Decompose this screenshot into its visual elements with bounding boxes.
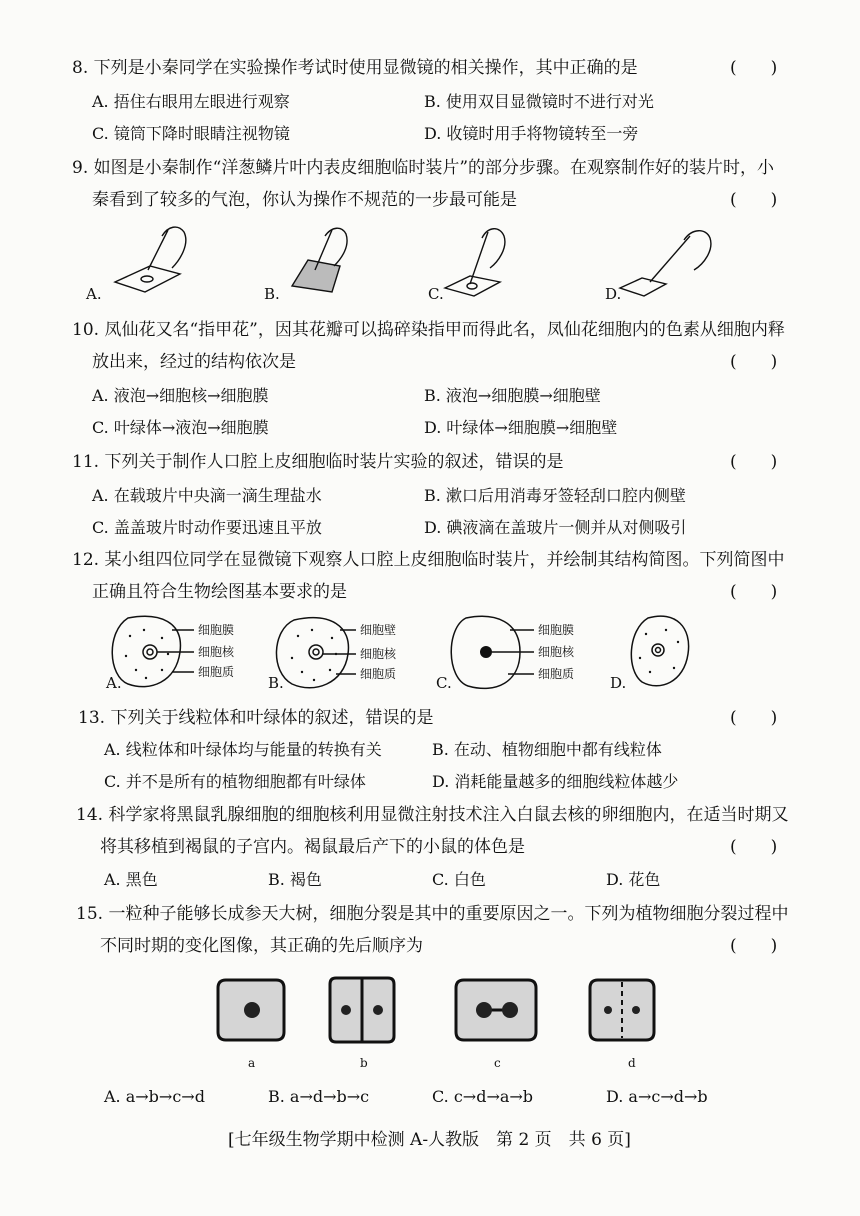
q9-label-b: B. bbox=[264, 285, 280, 303]
q15-figure-c-nucleus-left bbox=[476, 1002, 492, 1018]
q9-figure-b-onion bbox=[292, 228, 347, 292]
q13-answer-paren: ( ) bbox=[730, 708, 778, 728]
q11-option-d: D. 碘液滴在盖玻片一侧并从对侧吸引 bbox=[424, 518, 687, 537]
q12-b-label-cytoplasm: 细胞质 bbox=[360, 667, 397, 681]
q13-option-a: A. 线粒体和叶绿体均与能量的转换有关 bbox=[104, 740, 382, 759]
q11-option-c: C. 盖盖玻片时动作要迅速且平放 bbox=[92, 518, 322, 537]
q10-stem-line2: 放出来，经过的结构依次是 bbox=[92, 352, 296, 372]
q15-answer-paren: ( ) bbox=[730, 936, 778, 956]
q11-answer-paren: ( ) bbox=[730, 452, 778, 472]
q12-label-c: C. bbox=[436, 674, 452, 692]
q15-figure-c-nucleus-right bbox=[502, 1002, 518, 1018]
q9-figure-c-slide bbox=[445, 229, 505, 296]
q9-label-d: D. bbox=[605, 285, 622, 303]
q9-answer-paren: ( ) bbox=[730, 190, 778, 210]
q15-figure-d-nucleus-right bbox=[632, 1006, 640, 1014]
q14-stem-line1: 14. 科学家将黑鼠乳腺细胞的细胞核利用显微注射技术注入白鼠去核的卵细胞内，在适当时期又 bbox=[76, 805, 789, 825]
q12-c-label-cytoplasm: 细胞质 bbox=[538, 667, 575, 681]
q11-option-a: A. 在载玻片中央滴一滴生理盐水 bbox=[92, 486, 322, 505]
q14-option-d: D. 花色 bbox=[606, 870, 661, 889]
q9-stem-line1: 9. 如图是小秦制作“洋葱鳞片叶内表皮细胞临时装片”的部分步骤。在观察制作好的装片时，小 bbox=[72, 158, 775, 178]
q10-answer-paren: ( ) bbox=[730, 352, 778, 372]
q12-label-a: A. bbox=[106, 674, 122, 692]
q8-option-c: C. 镜筒下降时眼睛注视物镜 bbox=[92, 124, 290, 143]
q15-stem-line1: 15. 一粒种子能够长成参天大树，细胞分裂是其中的重要原因之一。下列为植物细胞分裂过程中 bbox=[76, 904, 789, 924]
q12-drawing-c bbox=[451, 616, 534, 688]
q14-stem-line2: 将其移植到褐鼠的子宫内。褐鼠最后产下的小鼠的体色是 bbox=[100, 837, 525, 857]
q13-option-d: D. 消耗能量越多的细胞线粒体越少 bbox=[432, 772, 679, 791]
q9-label-a: A. bbox=[86, 285, 102, 303]
q15-option-d: D. a→c→d→b bbox=[606, 1087, 708, 1106]
q15-figure-c bbox=[456, 980, 536, 1040]
q13-stem: 13. 下列关于线粒体和叶绿体的叙述，错误的是 bbox=[78, 708, 434, 728]
q12-drawing-b bbox=[276, 618, 356, 688]
q8-stem: 8. 下列是小秦同学在实验操作考试时使用显微镜的相关操作，其中正确的是 bbox=[72, 58, 638, 78]
q12-drawing-d bbox=[631, 616, 688, 686]
q14-answer-paren: ( ) bbox=[730, 837, 778, 857]
q15-figure-label-d: d bbox=[628, 1056, 636, 1070]
q12-stem-line1: 12. 某小组四位同学在显微镜下观察人口腔上皮细胞临时装片，并绘制其结构简图。下列简图中 bbox=[72, 550, 785, 570]
q15-figure-label-a: a bbox=[248, 1056, 256, 1070]
q15-option-a: A. a→b→c→d bbox=[104, 1087, 205, 1106]
q10-option-d: D. 叶绿体→细胞膜→细胞壁 bbox=[424, 418, 618, 437]
q9-stem-line2: 秦看到了较多的气泡，你认为操作不规范的一步最可能是 bbox=[92, 190, 517, 210]
q13-option-b: B. 在动、植物细胞中都有线粒体 bbox=[432, 740, 662, 759]
q12-answer-paren: ( ) bbox=[730, 582, 778, 602]
q10-option-c: C. 叶绿体→液泡→细胞膜 bbox=[92, 418, 269, 437]
q9-label-c: C. bbox=[428, 285, 444, 303]
q15-figure-label-c: c bbox=[494, 1056, 501, 1070]
q12-stem-line2: 正确且符合生物绘图基本要求的是 bbox=[92, 582, 347, 602]
q12-c-label-nucleus: 细胞核 bbox=[538, 645, 575, 659]
q12-label-b: B. bbox=[268, 674, 284, 692]
q12-drawing-c-nucleus bbox=[480, 646, 492, 658]
q12-cell-drawings bbox=[100, 612, 720, 696]
q15-figure-b-nucleus-right bbox=[373, 1005, 383, 1015]
q8-option-d: D. 收镜时用手将物镜转至一旁 bbox=[424, 124, 639, 143]
q12-c-label-membrane: 细胞膜 bbox=[538, 623, 575, 637]
q12-label-d: D. bbox=[610, 674, 627, 692]
q15-cell-division-figures bbox=[210, 970, 650, 1050]
q8-option-b: B. 使用双目显微镜时不进行对光 bbox=[424, 92, 654, 111]
q15-figure-b-nucleus-left bbox=[341, 1005, 351, 1015]
q15-figure-a-nucleus bbox=[244, 1002, 260, 1018]
q12-drawing-d-dots bbox=[639, 629, 679, 673]
q14-option-c: C. 白色 bbox=[432, 870, 486, 889]
q11-stem: 11. 下列关于制作人口腔上皮细胞临时装片实验的叙述，错误的是 bbox=[72, 452, 564, 472]
q12-a-label-membrane: 细胞膜 bbox=[198, 623, 235, 637]
q11-option-b: B. 漱口后用消毒牙签轻刮口腔内侧壁 bbox=[424, 486, 686, 505]
q15-figure-b bbox=[330, 978, 394, 1042]
q15-option-b: B. a→d→b→c bbox=[268, 1087, 370, 1106]
q12-a-label-cytoplasm: 细胞质 bbox=[198, 665, 235, 679]
q8-option-a: A. 捂住右眼用左眼进行观察 bbox=[92, 92, 290, 111]
q13-option-c: C. 并不是所有的植物细胞都有叶绿体 bbox=[104, 772, 366, 791]
q14-option-a: A. 黑色 bbox=[104, 870, 158, 889]
q12-b-label-nucleus: 细胞核 bbox=[360, 647, 397, 661]
q10-stem-line1: 10. 凤仙花又名“指甲花”，因其花瓣可以捣碎染指甲而得此名，凤仙花细胞内的色素从细胞内释 bbox=[72, 320, 785, 340]
q15-option-c: C. c→d→a→b bbox=[432, 1087, 534, 1106]
q9-figure-d-coverslip bbox=[620, 231, 711, 296]
q15-figure-label-b: b bbox=[360, 1056, 368, 1070]
q8-answer-paren: ( ) bbox=[730, 58, 778, 78]
q9-figure-a-dropper bbox=[115, 227, 186, 292]
q12-a-label-nucleus: 细胞核 bbox=[198, 645, 235, 659]
q12-drawing-a bbox=[112, 616, 194, 686]
q10-option-b: B. 液泡→细胞膜→细胞壁 bbox=[424, 386, 601, 405]
q10-option-a: A. 液泡→细胞核→细胞膜 bbox=[92, 386, 269, 405]
page-footer: [七年级生物学期中检测 A-人教版 第 2 页 共 6 页] bbox=[228, 1130, 631, 1150]
q15-stem-line2: 不同时期的变化图像，其正确的先后顺序为 bbox=[100, 936, 423, 956]
q15-figure-d-nucleus-left bbox=[604, 1006, 612, 1014]
q14-option-b: B. 褐色 bbox=[268, 870, 322, 889]
q12-b-label-wall: 细胞壁 bbox=[360, 623, 397, 637]
